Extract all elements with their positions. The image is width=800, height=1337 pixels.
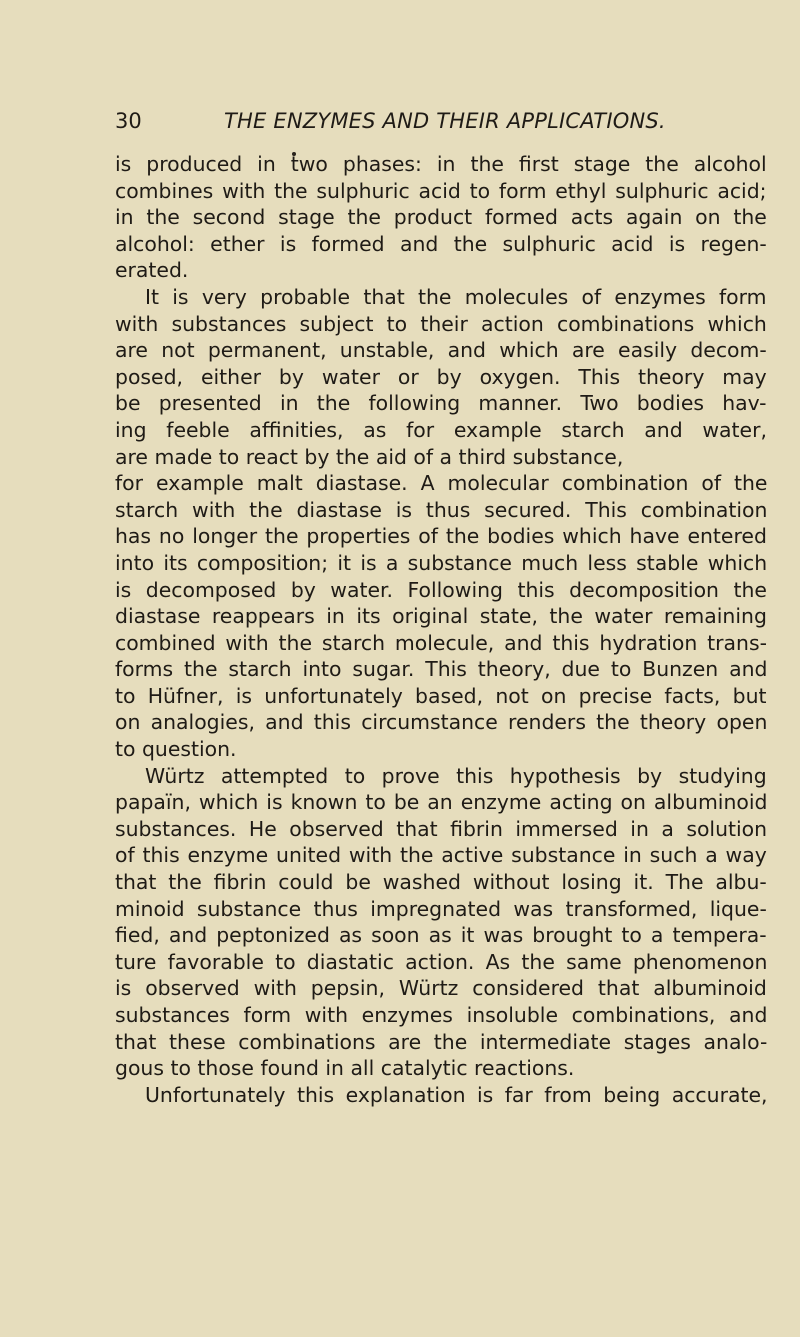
paragraph-start-line: Würtz attempted to prove this hypothesis by studying — [145, 763, 767, 788]
text-line: combines with the sulphuric acid to form ethyl sulphuric acid; — [115, 178, 767, 203]
text-line: is decomposed by water. Following this decomposition the — [115, 577, 767, 602]
text-line: of this enzyme united with the active substance in such a way — [115, 843, 767, 868]
text-line: erated. — [115, 258, 189, 283]
text-line: diastase reappears in its original state, the water remaining — [115, 604, 767, 629]
text-line: gous to those found in all catalytic reactions. — [115, 1056, 575, 1081]
text-line: minoid substance thus impregnated was transformed, lique- — [115, 896, 767, 921]
text-line: into its composition; it is a substance much less stable which — [115, 550, 768, 575]
text-line: starch with the diastase is thus secured. This combination — [115, 497, 768, 522]
running-head: THE ENZYMES AND THEIR APPLICATIONS. — [224, 109, 666, 133]
page-header — [115, 104, 755, 138]
text-line: with substances subject to their action combinations which — [115, 311, 767, 336]
body-text — [115, 151, 767, 1108]
text-line: are made to react by the aid of a third substance, — [115, 444, 624, 469]
text-line: is produced in two phases: in the first stage the alcohol — [115, 152, 767, 176]
text-line: are not permanent, unstable, and which are easily decom- — [115, 338, 767, 363]
text-line: to Hüfner, is unfortunately based, not on precise facts, but — [115, 683, 767, 708]
text-line: on analogies, and this circumstance renders the theory open — [115, 710, 768, 735]
text-line: fied, and peptonized as soon as it was brought to a tempera- — [115, 923, 767, 948]
paragraph-start-line: Unfortunately this explanation is far from being accurate, — [145, 1082, 768, 1107]
text-line: is observed with pepsin, Würtz considered that albuminoid — [115, 976, 767, 1001]
text-line: be presented in the following manner. Two bodies hav- — [115, 391, 767, 416]
text-line: to question. — [115, 737, 237, 762]
text-line: ture favorable to diastatic action. As the same phenomenon — [115, 949, 768, 974]
text-line: that these combinations are the intermediate stages analo- — [115, 1029, 768, 1054]
text-line: in the second stage the product formed acts again on the — [115, 205, 767, 230]
paragraph-start-line: It is very probable that the molecules of enzymes form — [145, 284, 767, 309]
text-line: substances. He observed that fibrin immersed in a solution — [115, 816, 768, 841]
text-line: alcohol: ether is formed and the sulphuric acid is regen- — [115, 231, 767, 256]
text-line: posed, either by water or by oxygen. This theory may — [115, 364, 767, 389]
text-line: ing feeble affinities, as for example starch and water, — [115, 417, 767, 442]
text-line: for example malt diastase. A molecular combination of the — [115, 471, 768, 496]
page-number: 30 — [115, 109, 142, 133]
text-line: forms the starch into sugar. This theory, due to Bunzen and — [115, 657, 768, 682]
text-line: combined with the starch molecule, and this hydration trans- — [115, 630, 767, 655]
text-line: that the fibrin could be washed without losing it. The albu- — [115, 870, 767, 895]
text-line: substances form with enzymes insoluble combinations, and — [115, 1003, 768, 1027]
text-line: has no longer the properties of the bodies which have entered — [115, 524, 767, 549]
text-line: papaïn, which is known to be an enzyme acting on albuminoid — [115, 790, 768, 815]
